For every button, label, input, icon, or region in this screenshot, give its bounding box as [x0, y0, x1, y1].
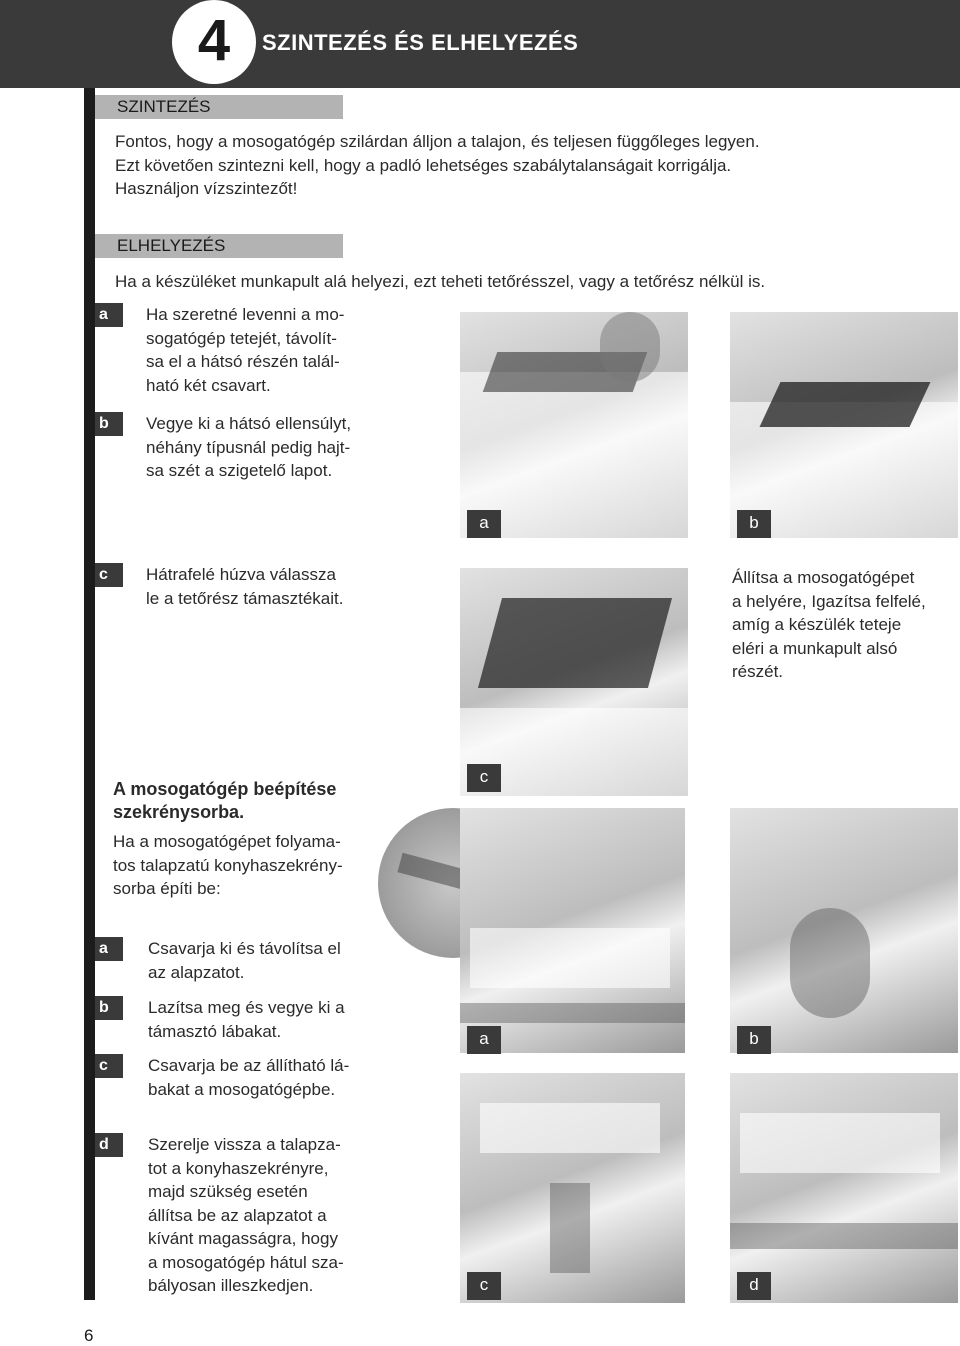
step-line: Hátrafelé húzva válassza [146, 565, 336, 584]
placement-intro: Ha a készüléket munkapult alá helyezi, ezt teheti tetőrésszel, vagy a tetőrész nélkül is. [115, 272, 766, 291]
cabinet-heading-line: szekrénysorba. [113, 802, 245, 822]
photo-tag-c: c [467, 764, 501, 792]
placement-side-note [732, 566, 958, 684]
page-spine-bar [84, 88, 95, 1300]
chapter-title: SZINTEZÉS ÉS ELHELYEZÉS [262, 30, 579, 55]
cabinet-heading [113, 778, 393, 824]
step-letter-c: c [95, 563, 123, 587]
leveling-line: Fontos, hogy a mosogatógép szilárdan álljon a talajon, és teljesen függőleges legyen. [115, 132, 760, 151]
photo-screw-feet [460, 1073, 685, 1303]
step-line: bályosan illeszkedjen. [148, 1276, 314, 1295]
step-line: ható két csavart. [146, 375, 271, 395]
step-line: tot a konyhaszekrényre, [148, 1158, 329, 1178]
leveling-line: Használjon vízszintezőt! [115, 179, 298, 198]
step-line: sa szét a szigetelő lapot. [146, 461, 333, 480]
step-line: sa el a hátsó részén talál- [146, 352, 340, 371]
photo-tag-a: a [467, 510, 501, 538]
step-line: kívánt magasságra, hogy [148, 1229, 338, 1248]
placement-step-a [146, 303, 386, 397]
section-heading-placement: ELHELYEZÉS [95, 234, 343, 258]
cabinet-heading-line: A mosogatógép beépítése [113, 779, 337, 799]
cabinet-step-letter-d: d [95, 1133, 123, 1157]
step-line: Ha szeretné levenni a mo- [146, 305, 345, 324]
cabinet-step-c [148, 1054, 388, 1101]
section-heading-leveling: SZINTEZÉS [95, 95, 343, 119]
step-line: Vegye ki a hátsó ellensúlyt, [146, 414, 352, 433]
photo-tag-bot-d: d [737, 1272, 771, 1300]
photo-remove-feet [730, 808, 958, 1053]
step-letter-b: b [95, 412, 123, 436]
page-number: 6 [84, 1326, 94, 1345]
step-line: a mosogatógép hátul sza- [148, 1252, 344, 1272]
cabinet-intro-line: tos talapzatú konyhaszekrény- [113, 855, 343, 875]
photo-tag-low-a: a [467, 1026, 501, 1054]
photo-remove-top [460, 312, 688, 538]
step-line: az alapzatot. [148, 962, 245, 982]
photo-tag-b: b [737, 510, 771, 538]
note-line: a helyére, Igazítsa felfelé, [732, 591, 926, 611]
step-line: állítsa be az alapzatot a [148, 1205, 327, 1225]
chapter-number: 4 [197, 8, 231, 73]
step-line: bakat a mosogatógépbe. [148, 1079, 336, 1099]
step-line: majd szükség esetén [148, 1182, 308, 1201]
step-line: le a tetőrész támasztékait. [146, 588, 344, 608]
cabinet-step-b [148, 996, 388, 1043]
note-line: Állítsa a mosogatógépet [732, 568, 915, 587]
cabinet-intro [113, 830, 393, 901]
cabinet-intro-line: sorba építi be: [113, 879, 221, 898]
step-letter-a: a [95, 303, 123, 327]
cabinet-step-letter-c: c [95, 1054, 123, 1078]
cabinet-step-d [148, 1133, 380, 1298]
step-line: támasztó lábakat. [148, 1021, 282, 1041]
photo-tag-low-b: b [737, 1026, 771, 1054]
photo-refit-plinth [730, 1073, 958, 1303]
cabinet-step-letter-b: b [95, 996, 123, 1020]
photo-remove-counterweight [730, 312, 958, 538]
leveling-line: Ezt követően szintezni kell, hogy a padló lehetséges szabálytalanságait korrigálja. [115, 155, 732, 175]
step-line: Csavarja be az állítható lá- [148, 1056, 350, 1075]
note-line: részét. [732, 662, 784, 681]
cabinet-step-a [148, 937, 388, 984]
photo-tag-bot-c: c [467, 1272, 501, 1300]
step-line: Lazítsa meg és vegye ki a [148, 998, 345, 1017]
note-line: amíg a készülék teteje [732, 615, 902, 634]
placement-step-c [146, 563, 386, 610]
note-line: eléri a munkapult alsó [732, 638, 898, 658]
photo-detach-supports [460, 568, 688, 796]
step-line: néhány típusnál pedig hajt- [146, 437, 351, 457]
placement-step-b [146, 412, 386, 483]
photo-remove-plinth [460, 808, 685, 1053]
cabinet-step-letter-a: a [95, 937, 123, 961]
step-line: sogatógép tetejét, távolít- [146, 328, 337, 348]
step-line: Csavarja ki és távolítsa el [148, 939, 341, 958]
cabinet-intro-line: Ha a mosogatógépet folyama- [113, 832, 341, 851]
leveling-text [115, 130, 955, 201]
step-line: Szerelje vissza a talapza- [148, 1135, 341, 1154]
